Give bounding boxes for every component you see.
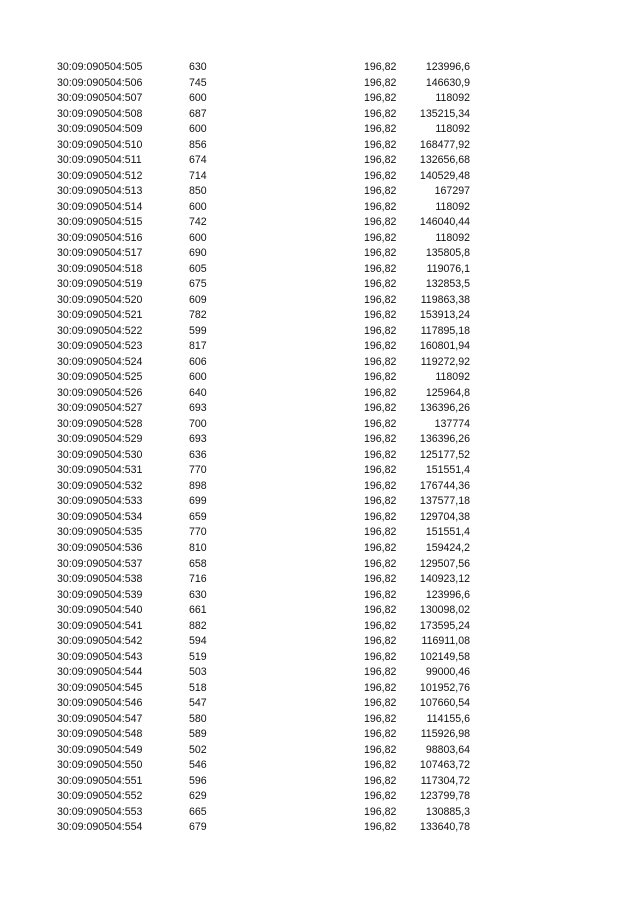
cadastral-number-cell: 30:09:090504:521 bbox=[57, 309, 143, 322]
table-row bbox=[0, 758, 640, 774]
table-row bbox=[0, 308, 640, 324]
area-cell: 693 bbox=[189, 433, 207, 446]
table-row bbox=[0, 293, 640, 309]
table-row bbox=[0, 122, 640, 138]
value-cell: 151551,4 bbox=[425, 464, 470, 477]
area-cell: 640 bbox=[189, 386, 207, 399]
area-cell: 630 bbox=[189, 588, 207, 601]
area-cell: 600 bbox=[189, 92, 207, 105]
table-row bbox=[0, 246, 640, 262]
cadastral-number-cell: 30:09:090504:542 bbox=[57, 635, 143, 648]
value-cell: 151551,4 bbox=[425, 526, 470, 539]
rate-cell: 196,82 bbox=[364, 92, 397, 105]
table-row bbox=[0, 60, 640, 76]
value-cell: 119863,38 bbox=[420, 293, 470, 306]
table-row bbox=[0, 479, 640, 495]
rate-cell: 196,82 bbox=[364, 697, 397, 710]
value-cell: 133640,78 bbox=[419, 821, 470, 834]
value-cell: 115926,98 bbox=[420, 728, 470, 741]
area-cell: 606 bbox=[189, 355, 207, 368]
area-cell: 594 bbox=[189, 635, 207, 648]
area-cell: 636 bbox=[189, 448, 207, 461]
rate-cell: 196,82 bbox=[364, 728, 397, 741]
value-cell: 119272,92 bbox=[420, 355, 470, 368]
table-row bbox=[0, 200, 640, 216]
area-cell: 674 bbox=[189, 154, 207, 167]
cadastral-number-cell: 30:09:090504:506 bbox=[57, 76, 143, 89]
cadastral-number-cell: 30:09:090504:510 bbox=[57, 138, 143, 151]
area-cell: 882 bbox=[189, 619, 207, 632]
value-cell: 129704,38 bbox=[419, 510, 470, 523]
cadastral-number-cell: 30:09:090504:540 bbox=[57, 604, 143, 617]
value-cell: 102149,58 bbox=[419, 650, 470, 663]
rate-cell: 196,82 bbox=[364, 340, 397, 353]
table-row bbox=[0, 727, 640, 743]
cadastral-number-cell: 30:09:090504:520 bbox=[57, 293, 143, 306]
cadastral-number-cell: 30:09:090504:524 bbox=[57, 355, 143, 368]
area-cell: 502 bbox=[189, 743, 207, 756]
area-cell: 503 bbox=[189, 666, 207, 679]
table-row bbox=[0, 184, 640, 200]
rate-cell: 196,82 bbox=[364, 759, 397, 772]
value-cell: 159424,2 bbox=[425, 541, 470, 554]
cadastral-number-cell: 30:09:090504:528 bbox=[57, 417, 143, 430]
value-cell: 118092 bbox=[435, 371, 470, 384]
rate-cell: 196,82 bbox=[364, 123, 397, 136]
value-cell: 107463,72 bbox=[419, 759, 470, 772]
cadastral-number-cell: 30:09:090504:513 bbox=[57, 185, 143, 198]
table-row bbox=[0, 138, 640, 154]
area-cell: 770 bbox=[189, 526, 207, 539]
cadastral-number-cell: 30:09:090504:530 bbox=[57, 448, 143, 461]
rate-cell: 196,82 bbox=[364, 231, 397, 244]
cadastral-number-cell: 30:09:090504:535 bbox=[57, 526, 143, 539]
rate-cell: 196,82 bbox=[364, 495, 397, 508]
rate-cell: 196,82 bbox=[364, 743, 397, 756]
rate-cell: 196,82 bbox=[364, 169, 397, 182]
rate-cell: 196,82 bbox=[364, 138, 397, 151]
cadastral-number-cell: 30:09:090504:525 bbox=[57, 371, 143, 384]
rate-cell: 196,82 bbox=[364, 573, 397, 586]
value-cell: 130098,02 bbox=[419, 604, 470, 617]
rate-cell: 196,82 bbox=[364, 681, 397, 694]
rate-cell: 196,82 bbox=[364, 526, 397, 539]
table-row bbox=[0, 370, 640, 386]
table-row bbox=[0, 153, 640, 169]
area-cell: 600 bbox=[189, 371, 207, 384]
value-cell: 136396,26 bbox=[419, 402, 470, 415]
cadastral-number-cell: 30:09:090504:545 bbox=[57, 681, 143, 694]
area-cell: 770 bbox=[189, 464, 207, 477]
area-cell: 609 bbox=[189, 293, 207, 306]
table-row bbox=[0, 650, 640, 666]
rate-cell: 196,82 bbox=[364, 386, 397, 399]
cadastral-number-cell: 30:09:090504:509 bbox=[57, 123, 143, 136]
table-row bbox=[0, 789, 640, 805]
table-row bbox=[0, 681, 640, 697]
value-cell: 146630,9 bbox=[425, 76, 470, 89]
table-row bbox=[0, 324, 640, 340]
area-cell: 782 bbox=[189, 309, 207, 322]
area-cell: 856 bbox=[189, 138, 207, 151]
table-row bbox=[0, 417, 640, 433]
value-cell: 167297 bbox=[434, 185, 470, 198]
value-cell: 125964,8 bbox=[425, 386, 470, 399]
rate-cell: 196,82 bbox=[364, 355, 397, 368]
table-row bbox=[0, 432, 640, 448]
cadastral-number-cell: 30:09:090504:549 bbox=[57, 743, 143, 756]
area-cell: 817 bbox=[189, 340, 207, 353]
table-row bbox=[0, 774, 640, 790]
cadastral-number-cell: 30:09:090504:526 bbox=[57, 386, 143, 399]
cadastral-number-cell: 30:09:090504:543 bbox=[57, 650, 143, 663]
cadastral-number-cell: 30:09:090504:532 bbox=[57, 479, 143, 492]
cadastral-number-cell: 30:09:090504:551 bbox=[57, 774, 143, 787]
rate-cell: 196,82 bbox=[364, 604, 397, 617]
table-row bbox=[0, 339, 640, 355]
value-cell: 130885,3 bbox=[425, 805, 470, 818]
rate-cell: 196,82 bbox=[364, 650, 397, 663]
value-cell: 117304,72 bbox=[420, 774, 470, 787]
area-cell: 658 bbox=[189, 557, 207, 570]
cadastral-number-cell: 30:09:090504:546 bbox=[57, 697, 143, 710]
cadastral-number-cell: 30:09:090504:533 bbox=[57, 495, 143, 508]
value-cell: 123996,6 bbox=[425, 61, 470, 73]
area-cell: 661 bbox=[189, 604, 207, 617]
cadastral-number-cell: 30:09:090504:534 bbox=[57, 510, 143, 523]
cadastral-number-cell: 30:09:090504:538 bbox=[57, 573, 143, 586]
value-cell: 123996,6 bbox=[425, 588, 470, 601]
cadastral-number-cell: 30:09:090504:516 bbox=[57, 231, 143, 244]
area-cell: 742 bbox=[189, 216, 207, 229]
area-cell: 600 bbox=[189, 200, 207, 213]
rate-cell: 196,82 bbox=[364, 76, 397, 89]
value-cell: 153913,24 bbox=[419, 309, 470, 322]
rate-cell: 196,82 bbox=[364, 805, 397, 818]
cadastral-number-cell: 30:09:090504:522 bbox=[57, 324, 143, 337]
cadastral-number-cell: 30:09:090504:518 bbox=[57, 262, 143, 275]
rate-cell: 196,82 bbox=[364, 278, 397, 291]
table-row bbox=[0, 634, 640, 650]
value-cell: 107660,54 bbox=[419, 697, 470, 710]
value-cell: 176744,36 bbox=[419, 479, 470, 492]
table-row bbox=[0, 76, 640, 92]
value-cell: 136396,26 bbox=[419, 433, 470, 446]
cadastral-number-cell: 30:09:090504:515 bbox=[57, 216, 143, 229]
table-row bbox=[0, 603, 640, 619]
rate-cell: 196,82 bbox=[364, 510, 397, 523]
rate-cell: 196,82 bbox=[364, 417, 397, 430]
area-cell: 810 bbox=[189, 541, 207, 554]
rate-cell: 196,82 bbox=[364, 821, 397, 834]
table-row bbox=[0, 401, 640, 417]
value-cell: 116911,08 bbox=[421, 635, 470, 648]
value-cell: 129507,56 bbox=[419, 557, 470, 570]
table-row bbox=[0, 557, 640, 573]
table-row bbox=[0, 665, 640, 681]
value-cell: 146040,44 bbox=[419, 216, 470, 229]
value-cell: 118092 bbox=[435, 200, 470, 213]
table-row bbox=[0, 572, 640, 588]
rate-cell: 196,82 bbox=[364, 541, 397, 554]
area-cell: 679 bbox=[189, 821, 207, 834]
cadastral-number-cell: 30:09:090504:550 bbox=[57, 759, 143, 772]
table-row bbox=[0, 386, 640, 402]
value-cell: 125177,52 bbox=[419, 448, 470, 461]
rate-cell: 196,82 bbox=[364, 216, 397, 229]
rate-cell: 196,82 bbox=[364, 402, 397, 415]
cadastral-number-cell: 30:09:090504:548 bbox=[57, 728, 143, 741]
area-cell: 714 bbox=[189, 169, 207, 182]
table-row bbox=[0, 525, 640, 541]
rate-cell: 196,82 bbox=[364, 448, 397, 461]
value-cell: 118092 bbox=[435, 123, 470, 136]
rate-cell: 196,82 bbox=[364, 635, 397, 648]
area-cell: 629 bbox=[189, 790, 207, 803]
value-cell: 160801,94 bbox=[419, 340, 470, 353]
area-cell: 589 bbox=[189, 728, 207, 741]
cadastral-number-cell: 30:09:090504:519 bbox=[57, 278, 143, 291]
table-row bbox=[0, 463, 640, 479]
rate-cell: 196,82 bbox=[364, 712, 397, 725]
value-cell: 140529,48 bbox=[419, 169, 470, 182]
value-cell: 119076,1 bbox=[426, 262, 470, 275]
value-cell: 140923,12 bbox=[419, 573, 470, 586]
cadastral-number-cell: 30:09:090504:539 bbox=[57, 588, 143, 601]
table-row bbox=[0, 262, 640, 278]
area-cell: 850 bbox=[189, 185, 207, 198]
table-row bbox=[0, 619, 640, 635]
table-row bbox=[0, 215, 640, 231]
spreadsheet-table bbox=[0, 60, 640, 836]
table-row bbox=[0, 494, 640, 510]
rate-cell: 196,82 bbox=[364, 371, 397, 384]
value-cell: 137577,18 bbox=[419, 495, 470, 508]
area-cell: 630 bbox=[189, 61, 207, 73]
rate-cell: 196,82 bbox=[364, 433, 397, 446]
cadastral-number-cell: 30:09:090504:527 bbox=[57, 402, 143, 415]
value-cell: 132853,5 bbox=[425, 278, 470, 291]
cadastral-number-cell: 30:09:090504:537 bbox=[57, 557, 143, 570]
table-row bbox=[0, 696, 640, 712]
rate-cell: 196,82 bbox=[364, 666, 397, 679]
cadastral-number-cell: 30:09:090504:508 bbox=[57, 107, 143, 120]
area-cell: 665 bbox=[189, 805, 207, 818]
rate-cell: 196,82 bbox=[364, 247, 397, 260]
cadastral-number-cell: 30:09:090504:553 bbox=[57, 805, 143, 818]
value-cell: 123799,78 bbox=[419, 790, 470, 803]
cadastral-number-cell: 30:09:090504:517 bbox=[57, 247, 143, 260]
rate-cell: 196,82 bbox=[364, 185, 397, 198]
table-row bbox=[0, 448, 640, 464]
area-cell: 547 bbox=[189, 697, 207, 710]
table-row bbox=[0, 277, 640, 293]
table-row bbox=[0, 805, 640, 821]
table-row bbox=[0, 107, 640, 123]
value-cell: 99000,46 bbox=[425, 666, 470, 679]
table-row bbox=[0, 712, 640, 728]
value-cell: 118092 bbox=[435, 92, 470, 105]
value-cell: 101952,76 bbox=[419, 681, 470, 694]
cadastral-number-cell: 30:09:090504:536 bbox=[57, 541, 143, 554]
rate-cell: 196,82 bbox=[364, 774, 397, 787]
rate-cell: 196,82 bbox=[364, 154, 397, 167]
area-cell: 599 bbox=[189, 324, 207, 337]
rate-cell: 196,82 bbox=[364, 557, 397, 570]
value-cell: 173595,24 bbox=[419, 619, 470, 632]
value-cell: 137774 bbox=[434, 417, 470, 430]
area-cell: 687 bbox=[189, 107, 207, 120]
rate-cell: 196,82 bbox=[364, 464, 397, 477]
area-cell: 693 bbox=[189, 402, 207, 415]
value-cell: 114155,6 bbox=[426, 712, 470, 725]
table-row bbox=[0, 510, 640, 526]
rate-cell: 196,82 bbox=[364, 790, 397, 803]
table-row bbox=[0, 541, 640, 557]
area-cell: 596 bbox=[189, 774, 207, 787]
value-cell: 118092 bbox=[435, 231, 470, 244]
table-row bbox=[0, 820, 640, 836]
table-row bbox=[0, 231, 640, 247]
rate-cell: 196,82 bbox=[364, 262, 397, 275]
rate-cell: 196,82 bbox=[364, 309, 397, 322]
area-cell: 600 bbox=[189, 231, 207, 244]
value-cell: 135215,34 bbox=[419, 107, 470, 120]
cadastral-number-cell: 30:09:090504:547 bbox=[57, 712, 143, 725]
area-cell: 699 bbox=[189, 495, 207, 508]
area-cell: 716 bbox=[189, 573, 207, 586]
value-cell: 168477,92 bbox=[419, 138, 470, 151]
area-cell: 518 bbox=[189, 681, 207, 694]
area-cell: 675 bbox=[189, 278, 207, 291]
value-cell: 117895,18 bbox=[420, 324, 470, 337]
rate-cell: 196,82 bbox=[364, 619, 397, 632]
area-cell: 580 bbox=[189, 712, 207, 725]
table-row bbox=[0, 169, 640, 185]
rate-cell: 196,82 bbox=[364, 293, 397, 306]
area-cell: 659 bbox=[189, 510, 207, 523]
area-cell: 898 bbox=[189, 479, 207, 492]
value-cell: 98803,64 bbox=[425, 743, 470, 756]
value-cell: 132656,68 bbox=[419, 154, 470, 167]
cadastral-number-cell: 30:09:090504:541 bbox=[57, 619, 143, 632]
area-cell: 700 bbox=[189, 417, 207, 430]
cadastral-number-cell: 30:09:090504:511 bbox=[57, 154, 142, 167]
table-row bbox=[0, 743, 640, 759]
cadastral-number-cell: 30:09:090504:507 bbox=[57, 92, 143, 105]
cadastral-number-cell: 30:09:090504:523 bbox=[57, 340, 143, 353]
table-row bbox=[0, 588, 640, 604]
cadastral-number-cell: 30:09:090504:514 bbox=[57, 200, 143, 213]
cadastral-number-cell: 30:09:090504:512 bbox=[57, 169, 143, 182]
area-cell: 600 bbox=[189, 123, 207, 136]
rate-cell: 196,82 bbox=[364, 324, 397, 337]
table-row bbox=[0, 355, 640, 371]
cadastral-number-cell: 30:09:090504:505 bbox=[57, 61, 143, 73]
cadastral-number-cell: 30:09:090504:531 bbox=[57, 464, 143, 477]
cadastral-number-cell: 30:09:090504:554 bbox=[57, 821, 143, 834]
rate-cell: 196,82 bbox=[364, 479, 397, 492]
cadastral-number-cell: 30:09:090504:529 bbox=[57, 433, 143, 446]
area-cell: 519 bbox=[189, 650, 207, 663]
value-cell: 135805,8 bbox=[425, 247, 470, 260]
rate-cell: 196,82 bbox=[364, 200, 397, 213]
rate-cell: 196,82 bbox=[364, 61, 397, 73]
cadastral-number-cell: 30:09:090504:552 bbox=[57, 790, 143, 803]
area-cell: 605 bbox=[189, 262, 207, 275]
table-row bbox=[0, 91, 640, 107]
rate-cell: 196,82 bbox=[364, 107, 397, 120]
area-cell: 690 bbox=[189, 247, 207, 260]
cadastral-number-cell: 30:09:090504:544 bbox=[57, 666, 143, 679]
area-cell: 546 bbox=[189, 759, 207, 772]
area-cell: 745 bbox=[189, 76, 207, 89]
rate-cell: 196,82 bbox=[364, 588, 397, 601]
